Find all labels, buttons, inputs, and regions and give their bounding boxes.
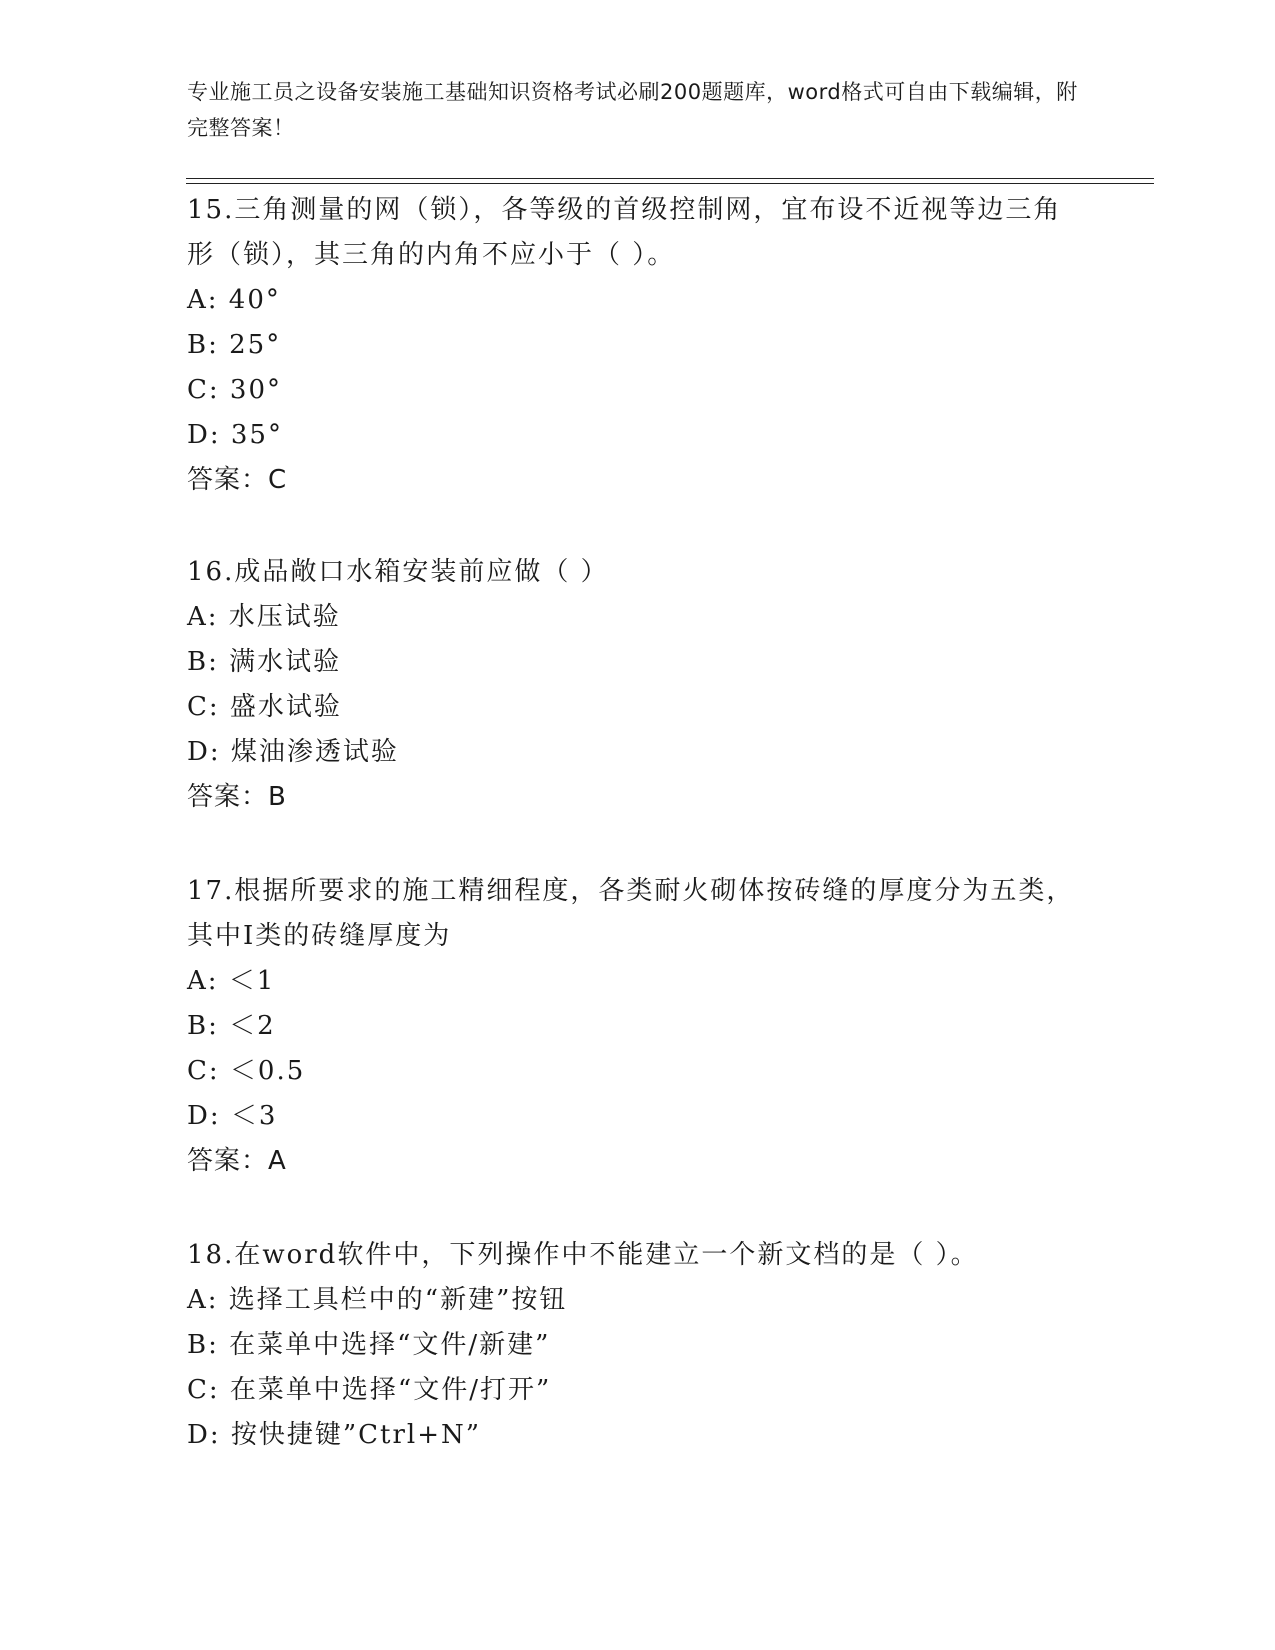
answer: 答案：B — [187, 782, 287, 812]
option-b: B: ＜2 — [187, 1011, 276, 1041]
option-b: B: 满水试验 — [187, 647, 342, 677]
option-d: D: ＜3 — [187, 1101, 278, 1131]
answer: 答案：A — [187, 1146, 287, 1176]
question-stem: 18.在word软件中，下列操作中不能建立一个新文档的是（ ）。 — [187, 1240, 979, 1270]
document-header — [187, 74, 1087, 146]
header-divider-secondary — [186, 183, 1154, 184]
option-d: D: 煤油渗透试验 — [187, 737, 399, 767]
question-16 — [187, 550, 1087, 820]
option-d: D: 35° — [187, 420, 283, 450]
question-stem: 16.成品敞口水箱安装前应做（ ） — [187, 557, 609, 587]
question-stem: 17.根据所要求的施工精细程度，各类耐火砌体按砖缝的厚度分为五类，其中Ⅰ类的砖缝厚度为 — [187, 876, 1075, 951]
option-b: B: 在菜单中选择“文件/新建” — [187, 1330, 551, 1360]
answer: 答案：C — [187, 465, 288, 495]
option-a: A: ＜1 — [187, 966, 276, 996]
header-divider — [186, 178, 1154, 179]
option-d: D: 按快捷键”Ctrl+N” — [187, 1420, 482, 1450]
option-c: C: 盛水试验 — [187, 692, 342, 722]
option-b: B: 25° — [187, 330, 282, 360]
question-18 — [187, 1233, 1087, 1458]
option-a: A: 40° — [187, 285, 281, 315]
question-stem: 15.三角测量的网（锁），各等级的首级控制网，宜布设不近视等边三角形（锁），其三角的内角不应小于（ ）。 — [187, 195, 1062, 270]
option-c: C: 30° — [187, 375, 283, 405]
header-text: 专业施工员之设备安装施工基础知识资格考试必刷200题题库，word格式可自由下载编辑，附完整答案！ — [187, 80, 1078, 140]
option-c: C: 在菜单中选择“文件/打开” — [187, 1375, 552, 1405]
option-a: A: 水压试验 — [187, 602, 341, 632]
question-17 — [187, 869, 1087, 1184]
option-a: A: 选择工具栏中的“新建”按钮 — [187, 1285, 568, 1315]
question-15 — [187, 188, 1087, 503]
option-c: C: ＜0.5 — [187, 1056, 306, 1086]
